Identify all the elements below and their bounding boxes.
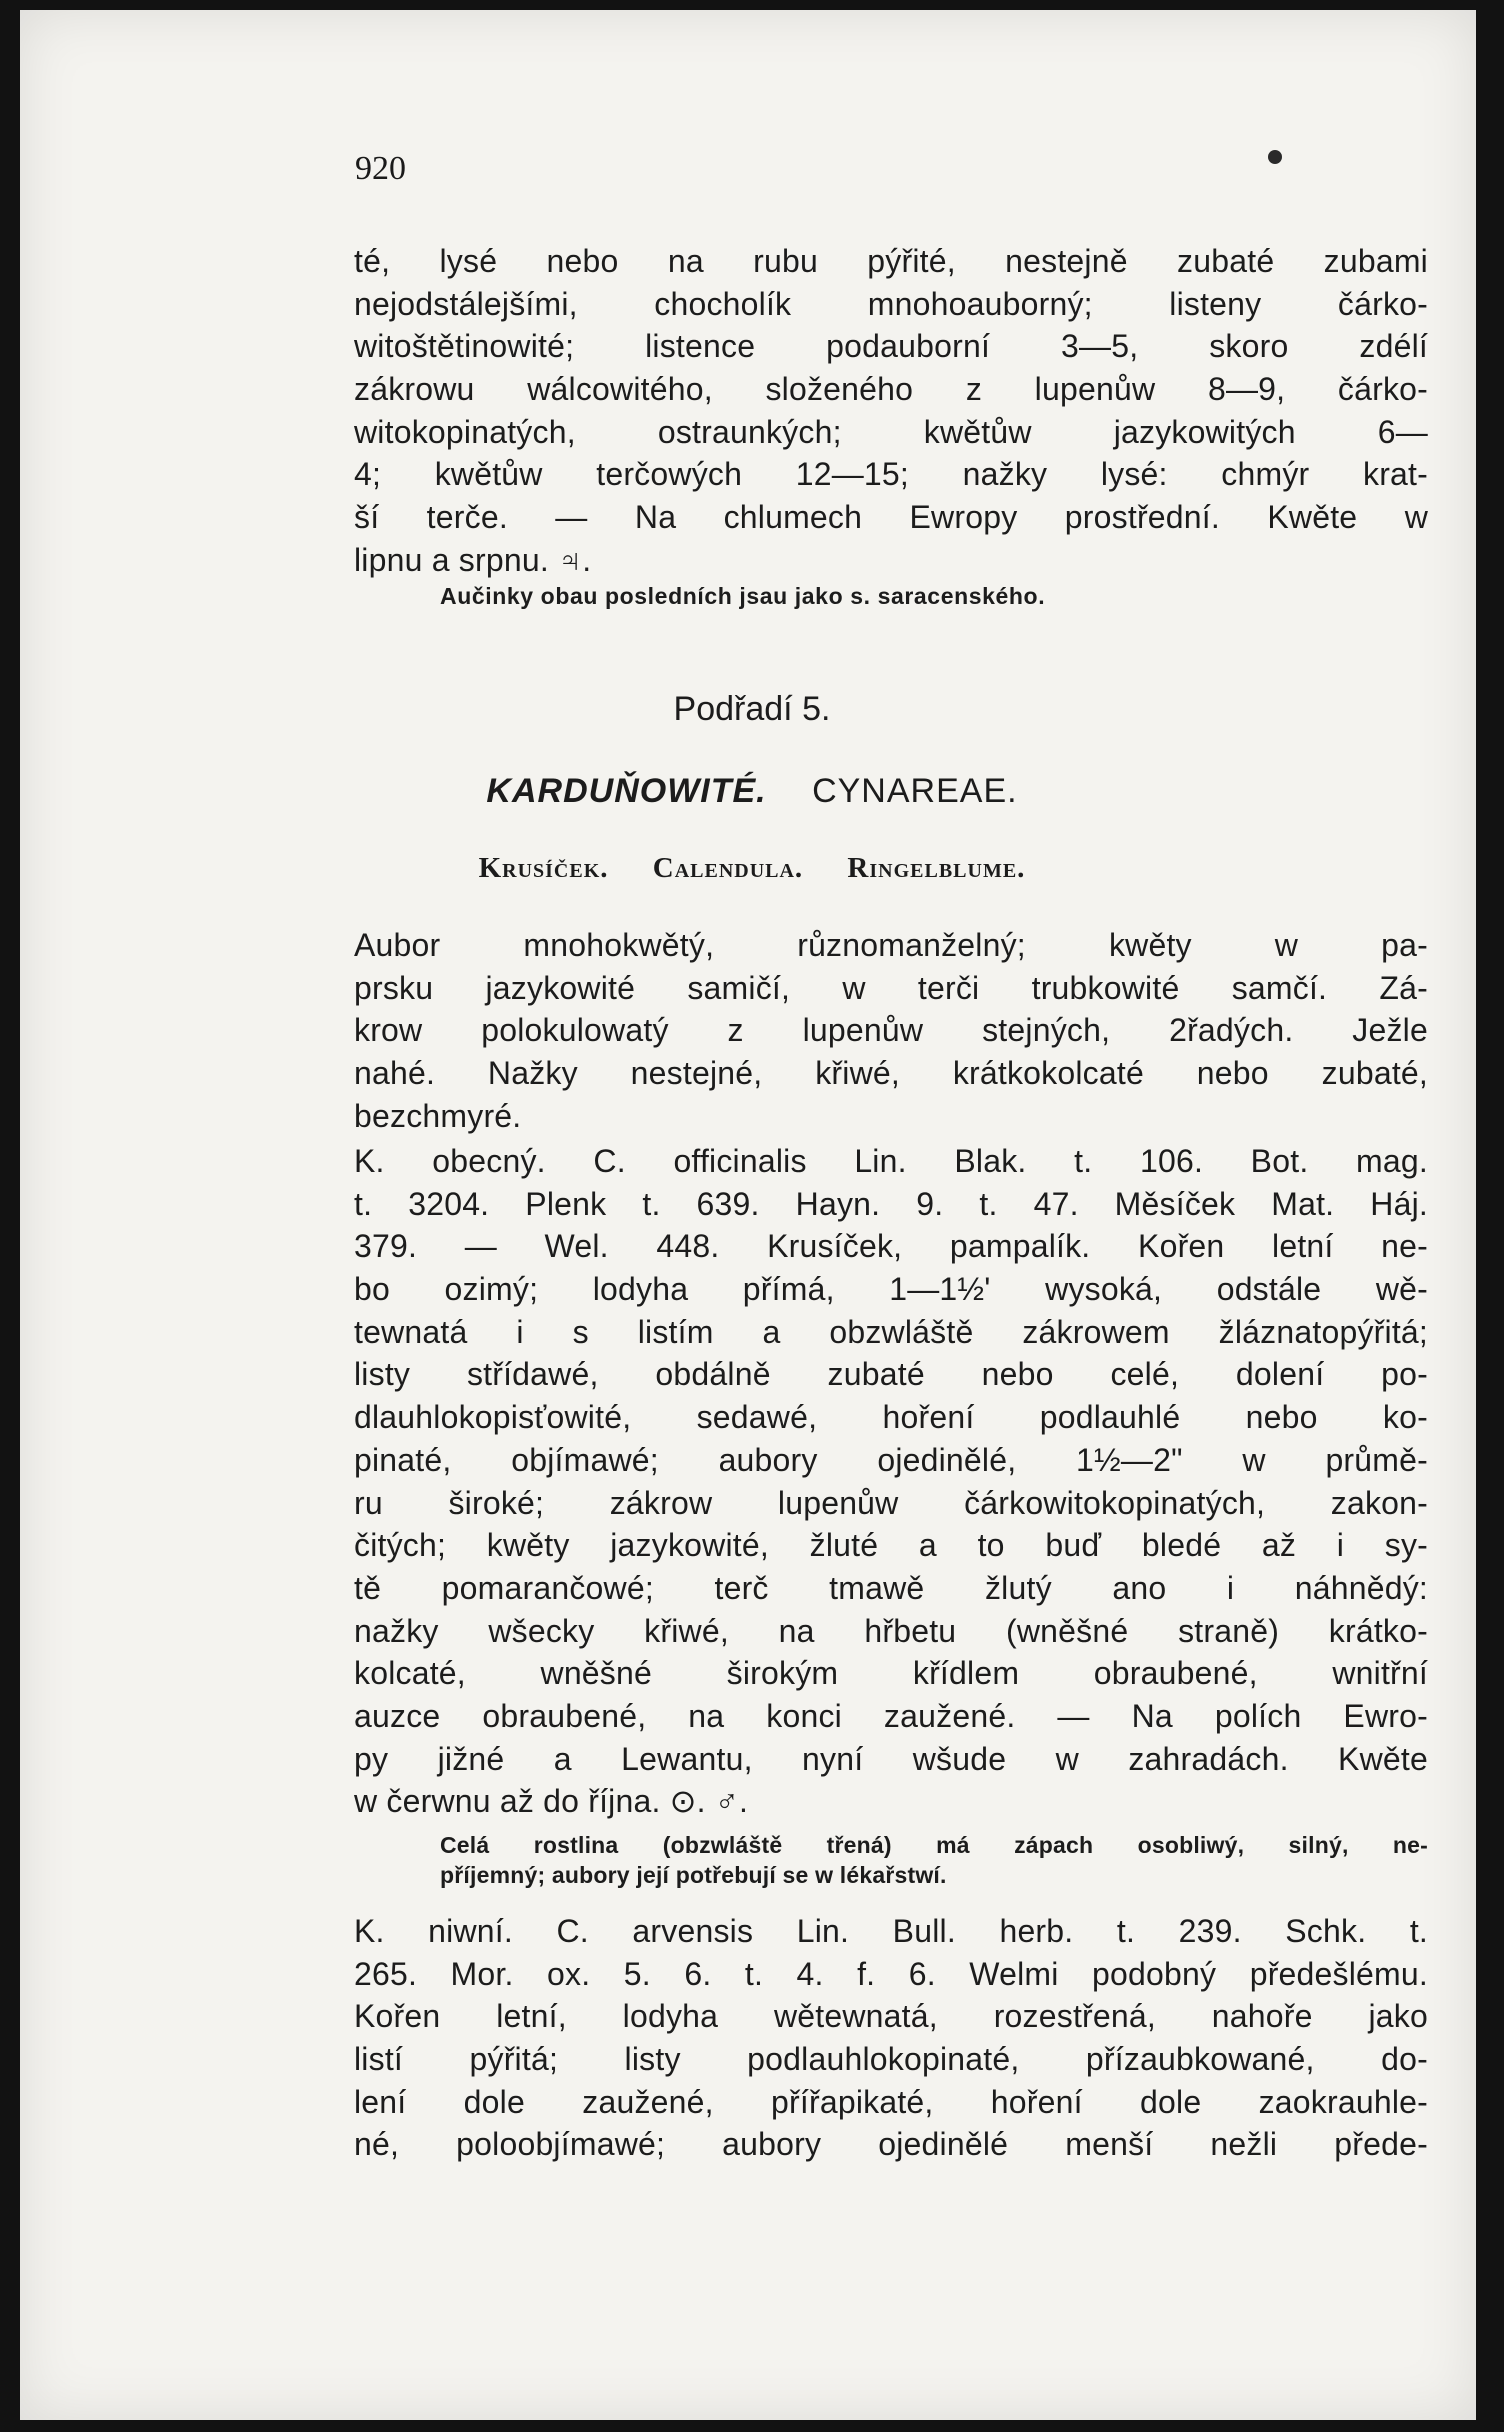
text-line: dlauhlokopisťowité, sedawé, hoření podlauhlé nebo ko- — [354, 1399, 1428, 1436]
text-line: bo ozimý; lodyha přímá, 1—1½' wysoká, odstále wě- — [354, 1271, 1428, 1308]
suborder-heading: Podřadí 5. — [673, 690, 831, 728]
text-line: krow polokulowatý z lupenůw stejných, 2řadých. Ježle — [354, 1012, 1428, 1049]
paragraph-calendula-arvensis — [354, 1910, 1428, 2166]
text-line: příjemný; aubory její potřebují se w lékařstwí. — [440, 1862, 947, 1888]
paragraph-calendula-officinalis — [354, 1140, 1428, 1823]
text-line: zákrowu wálcowitého, složeného z lupenůw 8—9, čárko- — [354, 371, 1428, 408]
text-line: 4; kwětůw terčowých 12—15; nažky lysé: chmýr krat- — [354, 456, 1428, 493]
ink-spot — [1268, 150, 1282, 164]
text-line: bezchmyré. — [354, 1097, 522, 1134]
text-line: tě pomarančowé; terč tmawě žlutý ano i náhnědý: — [354, 1569, 1428, 1606]
text-line: prsku jazykowité samičí, w terči trubkowité samčí. Zá- — [354, 969, 1428, 1006]
text-line: Celá rostlina (obzwláště třená) má zápach osobliwý, silný, ne- — [440, 1832, 1428, 1858]
text-line: 265. Mor. ox. 5. 6. t. 4. f. 6. Welmi podobný předešlému. — [354, 1955, 1428, 1992]
genus-heading: Krusíček. Calendula. Ringelblume. — [478, 852, 1026, 884]
text-line: nahé. Nažky nestejné, křiwé, krátkokolcaté nebo zubaté, — [354, 1055, 1428, 1092]
text-line: té, lysé nebo na rubu pýřité, nestejně zubaté zubami — [354, 243, 1428, 279]
text-line: kolcaté, wněšné širokým křídlem obraubené, wnitřní — [354, 1655, 1428, 1692]
family-name-czech: KARDUŇOWITÉ. — [486, 772, 767, 810]
text-line: py jižné a Lewantu, nyní wšude w zahradách. Kwěte — [354, 1740, 1428, 1777]
text-line: né, poloobjímawé; aubory ojedinělé menší nežli přede- — [354, 2126, 1428, 2163]
text-line: auzce obraubené, na konci zaužené. — Na polích Ewro- — [354, 1697, 1428, 1734]
text-line: nejodstálejšími, chocholík mnohoauborný; listeny čárko- — [354, 285, 1428, 322]
paragraph-previous-species — [354, 240, 1428, 582]
paragraph-genus-description — [354, 924, 1428, 1137]
text-line: w čerwnu až do října. ⊙. ♂. — [354, 1783, 749, 1820]
text-line: witoštětinowité; listence podauborní 3—5, skoro zdélí — [354, 328, 1428, 365]
text-line: listy střídawé, obdálně zubaté nebo celé, dolení po- — [354, 1356, 1428, 1393]
note-effects: Aučinky obau posledních jsau jako s. saracenského. — [440, 583, 1046, 609]
text-line: čitých; kwěty jazykowité, žluté a to buď bledé až i sy- — [354, 1527, 1428, 1564]
text-line: tewnatá i s listím a obzwláště zákrowem žláznatopýřitá; — [354, 1313, 1428, 1350]
family-name-latin: CYNAREAE. — [812, 772, 1018, 810]
note-usage — [440, 1830, 1428, 1890]
text-line: 379. — Wel. 448. Krusíček, pampalík. Kořen letní ne- — [354, 1228, 1428, 1265]
text-line: lení dole zaužené, přířapikaté, hoření dole zaokrauhle- — [354, 2083, 1428, 2120]
text-line: t. 3204. Plenk t. 639. Hayn. 9. t. 47. Měsíček Mat. Háj. — [354, 1185, 1428, 1222]
text-line: pinaté, objímawé; aubory ojedinělé, 1½—2" w průmě- — [354, 1441, 1428, 1478]
text-line: Kořen letní, lodyha wětewnatá, rozestřená, nahoře jako — [354, 1998, 1428, 2035]
text-line: ru široké; zákrow lupenůw čárkowitokopinatých, zakon- — [354, 1484, 1428, 1521]
text-line: listí pýřitá; listy podlauhlokopinaté, přízaubkowané, do- — [354, 2041, 1428, 2078]
text-line: ší terče. — Na chlumech Ewropy prostřední. Kwěte w — [354, 499, 1428, 536]
text-line: Aubor mnohokwětý, různomanželný; kwěty w pa- — [354, 927, 1428, 963]
family-heading — [0, 772, 1504, 811]
text-line: lipnu a srpnu. ♃. — [354, 541, 592, 578]
page-number: 920 — [355, 150, 406, 187]
text-line: witokopinatých, ostraunkých; kwětůw jazykowitých 6— — [354, 413, 1428, 450]
text-line: K. niwní. C. arvensis Lin. Bull. herb. t. 239. Schk. t. — [354, 1913, 1428, 1949]
text-line: nažky wšecky křiwé, na hřbetu (wněšné straně) krátko- — [354, 1612, 1428, 1649]
text-line: K. obecný. C. officinalis Lin. Blak. t. 106. Bot. mag. — [354, 1143, 1428, 1179]
